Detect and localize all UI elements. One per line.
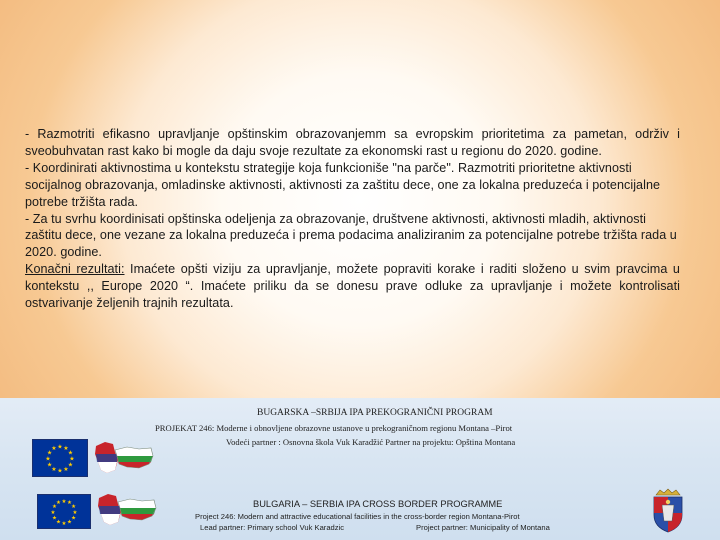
svg-text:★: ★ [61, 520, 67, 527]
svg-text:★: ★ [45, 455, 51, 463]
results-label: Konačni rezultati: [25, 262, 125, 277]
results-text: Imaćete opšti viziju za upravljanje, možete popraviti korake i raditi složeno u svim pravcima u kontekstu ,, Europe 2020 “. Imaćete priliku da se donesu prave odluke za upravljanje i možete kontrolisati ostvarivanje željenih trajnih rezultata. [25, 262, 680, 311]
svg-text:★: ★ [71, 504, 77, 511]
eu-flag-icon [32, 439, 88, 477]
coat-of-arms-icon [650, 487, 686, 533]
svg-text:★: ★ [46, 449, 53, 457]
svg-text:★: ★ [71, 515, 77, 522]
footer-sr-program: BUGARSKA –SRBIJA IPA PREKOGRANIČNI PROGRAM [257, 408, 493, 418]
svg-text:★: ★ [63, 466, 69, 473]
footer-en-lead-partner: Lead partner: Primary school Vuk Karadzic [200, 523, 345, 532]
svg-text:★: ★ [67, 519, 72, 526]
svg-text:★: ★ [51, 466, 57, 473]
svg-text:★: ★ [56, 519, 61, 526]
footer-en-project: Project 246: Modern and attractive educational facilities in the cross-border region Montana-Pirot [195, 512, 520, 521]
footer-sr-project: PROJEKAT 246: Moderne i obnovljene obrazovne ustanove u prekograničnom regionu Montana –Pirot [155, 423, 513, 433]
eu-stars [33, 440, 87, 476]
svg-text:★: ★ [46, 461, 53, 469]
svg-text:★: ★ [61, 498, 67, 505]
serbia-bulgaria-map-icon [93, 440, 155, 476]
eu-stars [38, 495, 90, 528]
serbia-bulgaria-map-icon [96, 492, 158, 528]
svg-text:★: ★ [67, 449, 74, 457]
svg-text:★: ★ [67, 500, 72, 507]
svg-text:★: ★ [51, 445, 57, 452]
paragraph-3: - Za tu svrhu koordinisati opštinska odeljenja za obrazovanje, društvene aktivnosti, aktivnosti mladih, aktivnosti zaštitu dece, one vezane za lokalna preduzeća i prema podacima analiziranim za potencijalne potrebe tržišta rada u 2020. godine. [25, 211, 677, 260]
svg-text:★: ★ [56, 500, 61, 507]
main-text [25, 126, 680, 312]
svg-text:★: ★ [67, 461, 74, 469]
paragraph-1: - Razmotriti efikasno upravljanje opštinskim obrazovanjemm sa evropskim prioritetima za pametan, održiv i sveobuhvatan rast kako bi mogle da daju svoje rezultate za ekonomski rast u regionu do 2020. godine. [25, 127, 680, 158]
svg-text:★: ★ [57, 467, 63, 475]
svg-text:★: ★ [57, 443, 63, 451]
footer-sr-partners: Vodeći partner : Osnovna škola Vuk Karadžić Partner na projektu: Opština Montana [226, 437, 516, 447]
paragraph-2: - Koordinirati aktivnostima u kontekstu strategije koja funkcioniše "na parče". Razmotriti prioritetne aktivnosti socijalnog obrazovanja, omladinske aktivnosti, aktivnosti za zaštitu dece, one za lokalna preduzeća i potencijalne potrebe tržišta rada. [25, 160, 661, 209]
svg-text:★: ★ [72, 509, 78, 516]
eu-flag-icon [37, 494, 91, 529]
results-paragraph [25, 261, 680, 312]
footer-en-program: BULGARIA – SERBIA IPA CROSS BORDER PROGRAMME [253, 499, 503, 509]
footer-en-project-partner: Project partner: Municipality of Montana [416, 523, 550, 532]
svg-text:★: ★ [69, 455, 75, 463]
svg-text:★: ★ [51, 515, 57, 522]
svg-text:★: ★ [63, 445, 69, 452]
svg-text:★: ★ [51, 504, 57, 511]
svg-text:★: ★ [50, 509, 56, 516]
